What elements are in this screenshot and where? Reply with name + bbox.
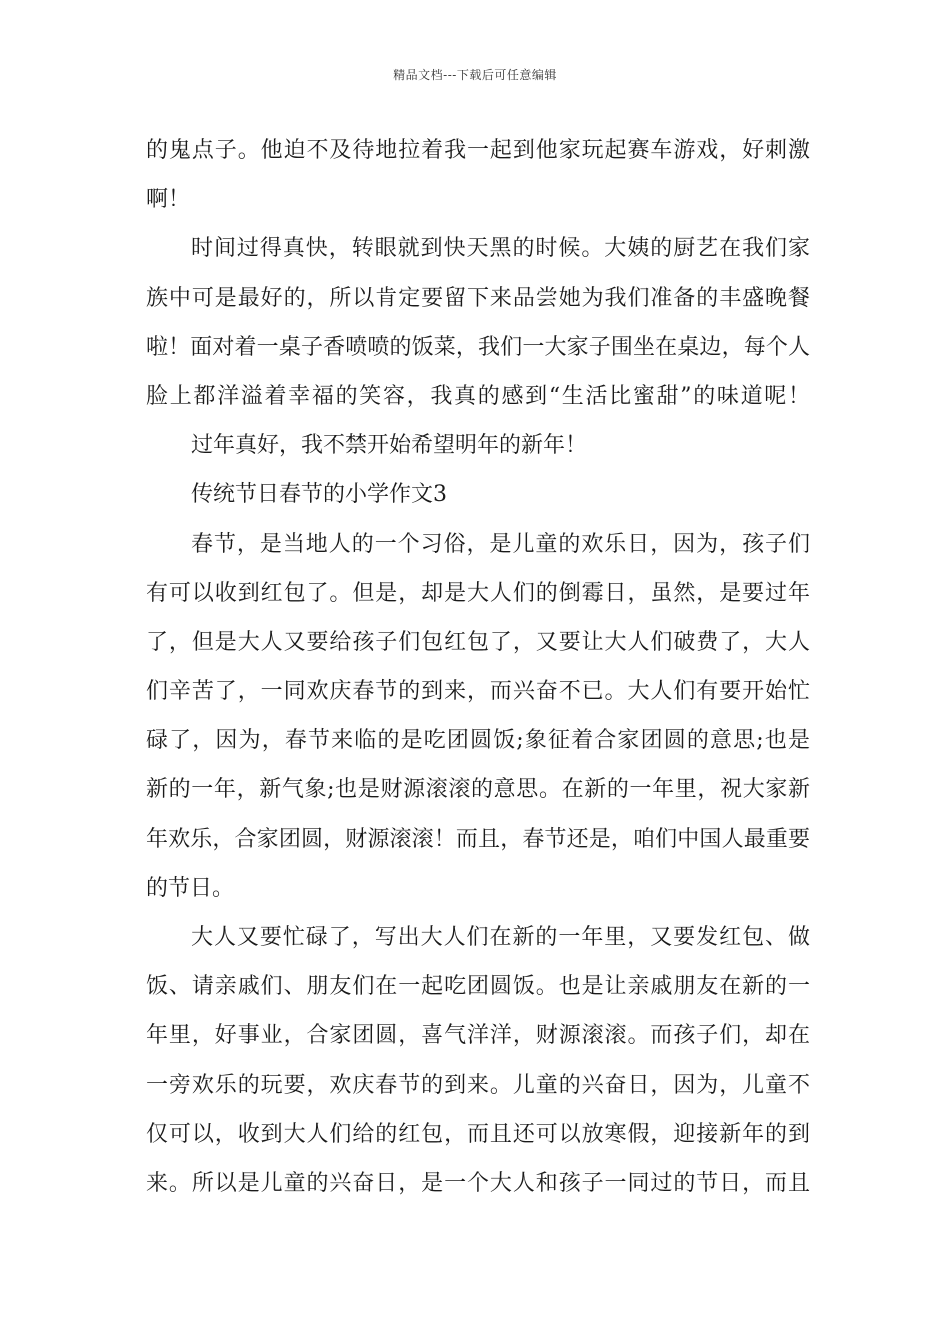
text-line: 的鬼点子。他迫不及待地拉着我一起到他家玩起赛车游戏，好刺激 [146,138,810,163]
text-line: 饭、请亲戚们、朋友们在一起吃团圆饭。也是让亲戚朋友在新的一 [146,974,810,1000]
paragraph-start-line: 春节，是当地人的一个习俗，是儿童的欢乐日，因为，孩子们 [191,531,810,557]
page-header: 精品文档---下载后可任意编辑 [393,68,557,82]
text-line: 来。所以是儿童的兴奋日，是一个大人和孩子一同过的节日，而且 [146,1170,810,1196]
text-line: 啦！面对着一桌子香喷喷的饭菜，我们一大家子围坐在桌边，每个人 [146,334,810,360]
text-line: 脸上都洋溢着幸福的笑容，我真的感到“生活比蜜甜”的味道呢！ [146,383,810,409]
text-line: 了，但是大人又要给孩子们包红包了，又要让大人们破费了，大人 [146,629,810,655]
paragraph-start-line: 过年真好，我不禁开始希望明年的新年！ [191,433,588,459]
text-line: 新的一年，新气象;也是财源滚滚的意思。在新的一年里，祝大家新 [146,777,810,803]
text-line: 一旁欢乐的玩要，欢庆春节的到来。儿童的兴奋日，因为，儿童不 [146,1072,810,1098]
text-line: 年里，好事业，合家团圆，喜气洋洋，财源滚滚。而孩子们，却在 [146,1023,810,1049]
paragraph-start-line: 时间过得真快，转眼就到快天黑的时候。大姨的厨艺在我们家 [191,236,810,262]
text-line: 的节日。 [146,875,235,901]
text-line: 仅可以，收到大人们给的红包，而且还可以放寒假，迎接新年的到 [146,1121,810,1147]
document-body [146,126,810,1208]
paragraph-start-line: 大人又要忙碌了，写出大人们在新的一年里，又要发红包、做 [191,925,810,950]
text-line: 年欢乐，合家团圆，财源滚滚！而且，春节还是，咱们中国人最重要 [146,826,810,852]
text-line: 族中可是最好的，所以肯定要留下来品尝她为我们准备的丰盛晚餐 [146,285,810,311]
text-line: 啊！ [146,187,191,213]
text-line: 有可以收到红包了。但是，却是大人们的倒霉日，虽然，是要过年 [146,580,810,606]
text-line: 碌了，因为，春节来临的是吃团圆饭;象征着合家团圆的意思;也是 [146,728,810,754]
text-line: 们辛苦了，一同欢庆春节的到来，而兴奋不已。大人们有要开始忙 [146,679,810,705]
section-title: 传统节日春节的小学作文3 [191,482,447,508]
